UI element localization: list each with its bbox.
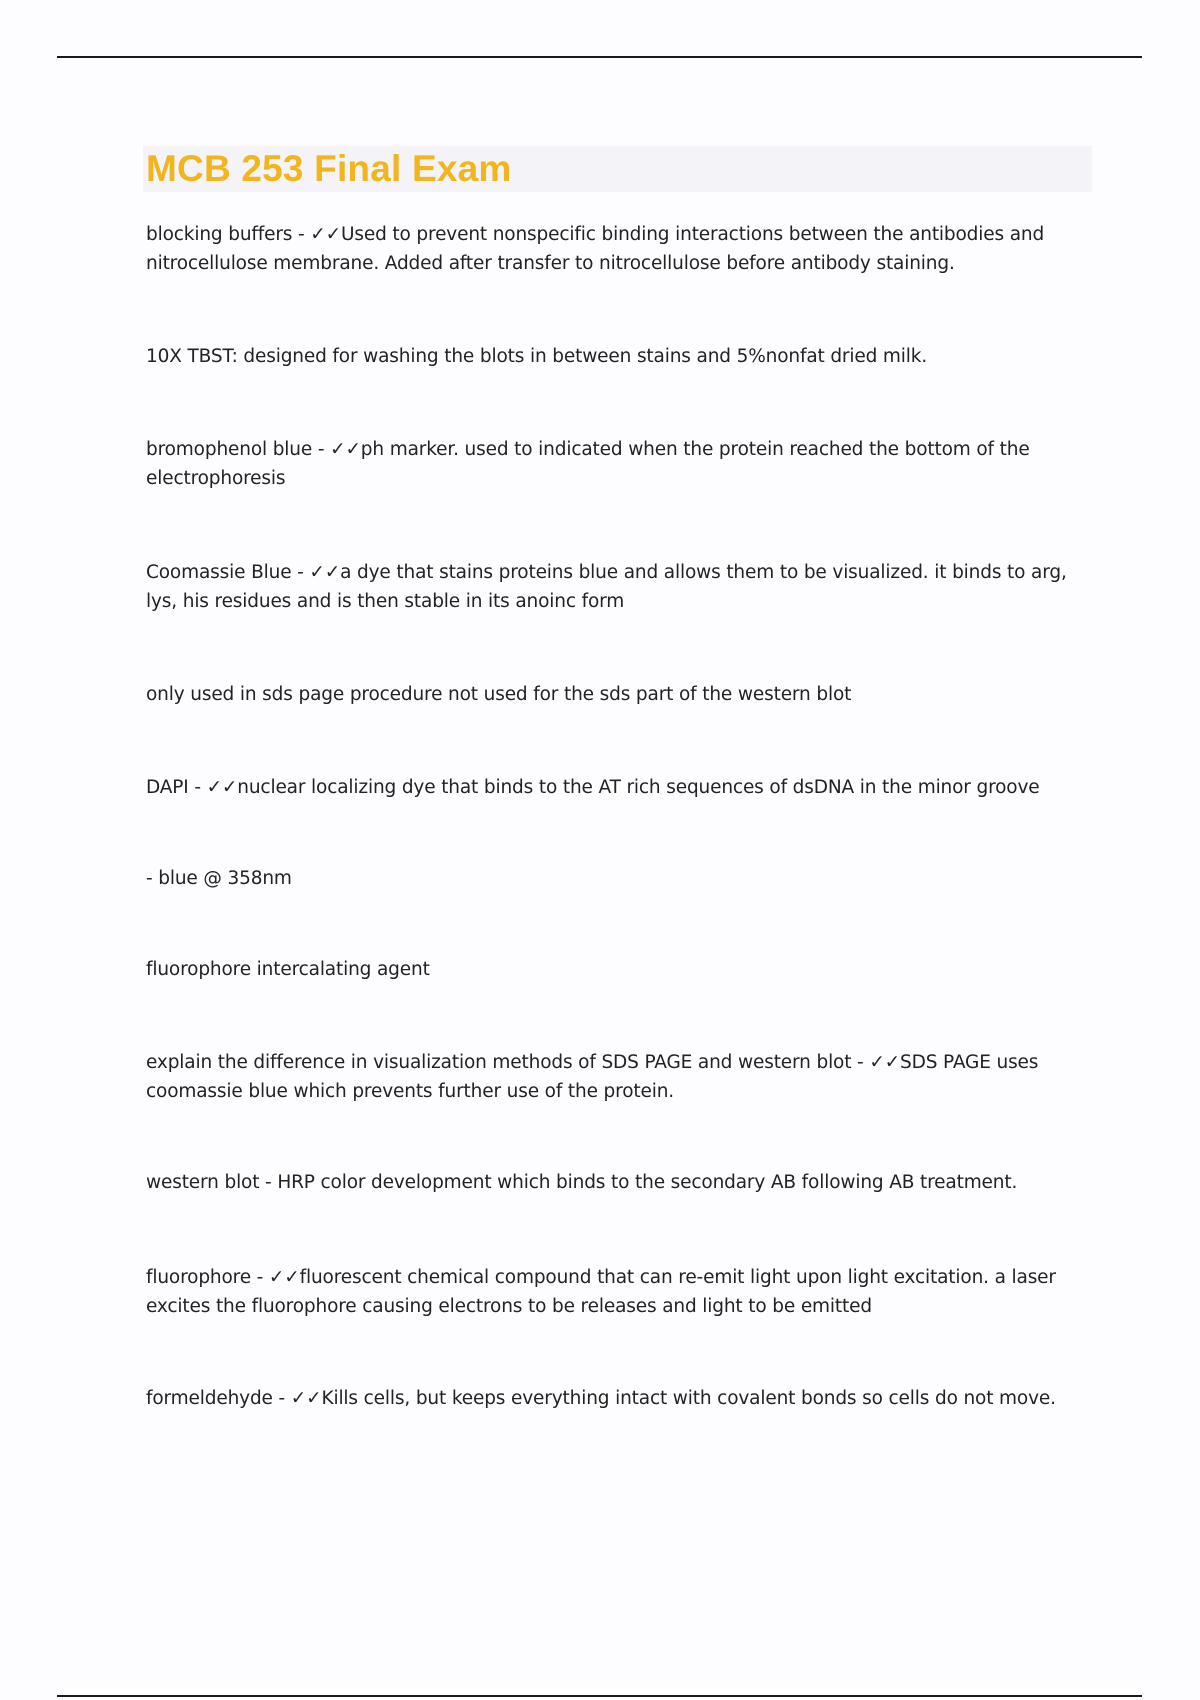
entry-blocking-buffers: blocking buffers - ✓✓Used to prevent nonspecific binding interactions between the antibodies and nitrocellulose membrane. Added after transfer to nitrocellulose before antibody staining. — [146, 224, 1045, 274]
entry-coomassie-blue: Coomassie Blue - ✓✓a dye that stains proteins blue and allows them to be visualized. it binds to arg, lys, his residues and is then stable in its anoinc form — [146, 562, 1067, 612]
entry-fluorophore-agent: fluorophore intercalating agent — [146, 959, 430, 980]
entry-visualization-methods: explain the difference in visualization methods of SDS PAGE and western blot - ✓✓SDS PAGE uses coomassie blue which prevents further use of the protein. — [146, 1052, 1039, 1102]
entry-western-blot: western blot - HRP color development which binds to the secondary AB following AB treatment. — [146, 1172, 1018, 1193]
entry-formeldehyde: formeldehyde - ✓✓Kills cells, but keeps everything intact with covalent bonds so cells do not move. — [146, 1388, 1056, 1409]
entry-dapi: DAPI - ✓✓nuclear localizing dye that binds to the AT rich sequences of dsDNA in the minor groove — [146, 777, 1040, 798]
document-title: MCB 253 Final Exam — [146, 148, 512, 189]
entry-dapi-wavelength: - blue @ 358nm — [146, 868, 292, 889]
header-rule — [57, 56, 1142, 58]
entry-10x-tbst: 10X TBST: designed for washing the blots in between stains and 5%nonfat dried milk. — [146, 346, 928, 367]
footer-rule — [57, 1695, 1142, 1697]
entry-bromophenol-blue: bromophenol blue - ✓✓ph marker. used to indicated when the protein reached the bottom of the electrophoresis — [146, 439, 1030, 489]
entry-sds-page-note: only used in sds page procedure not used for the sds part of the western blot — [146, 684, 852, 705]
entry-fluorophore: fluorophore - ✓✓fluorescent chemical compound that can re-emit light upon light excitation. a laser excites the fluorophore causing electrons to be releases and light to be emitted — [146, 1267, 1056, 1317]
